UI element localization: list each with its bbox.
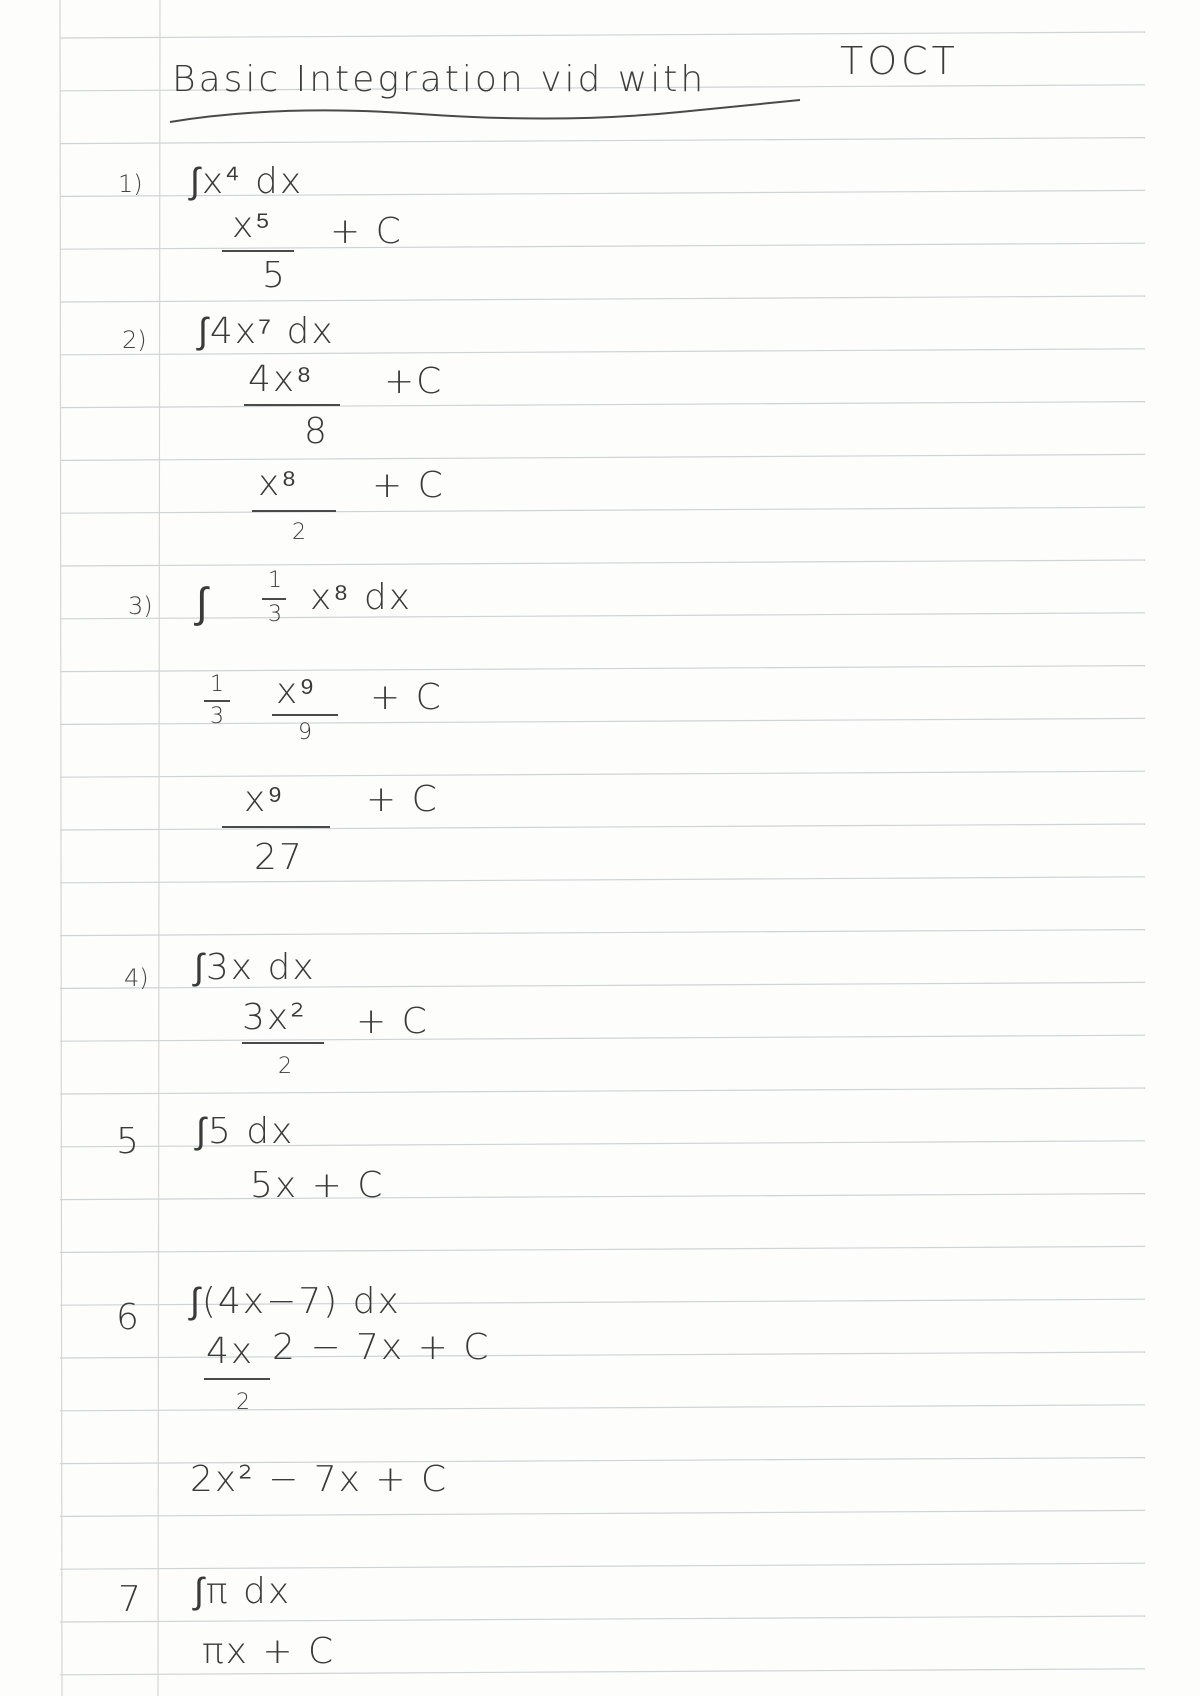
problem-5-step-1: 5x + C bbox=[250, 1165, 385, 1206]
problem-6-step-1-numerator: 4x bbox=[206, 1331, 255, 1372]
problem-3-number: 3) bbox=[128, 592, 153, 620]
ruled-line bbox=[60, 296, 1145, 302]
ruled-line bbox=[60, 1088, 1145, 1094]
problem-7-step-1: πx + C bbox=[202, 1631, 336, 1672]
problem-4-step-1-numerator: 3x² bbox=[242, 997, 307, 1038]
problem-3-step-2-denominator: 27 bbox=[254, 837, 304, 878]
problem-3-step-1-coef-bar bbox=[204, 700, 230, 702]
ruled-line bbox=[60, 1194, 1145, 1200]
problem-2-step-1-tail: +C bbox=[384, 361, 444, 402]
ruled-line bbox=[60, 243, 1145, 249]
problem-6-integral: ∫(4x−7) dx bbox=[190, 1281, 401, 1322]
problem-3-coef-bar bbox=[262, 598, 286, 600]
ruled-line bbox=[60, 1616, 1145, 1622]
problem-1-step-1-numerator: x⁵ bbox=[232, 205, 273, 246]
problem-2-step-1-denominator: 8 bbox=[304, 411, 329, 452]
ruled-line bbox=[60, 1563, 1145, 1569]
ruled-line bbox=[60, 1405, 1145, 1411]
problem-2-number: 2) bbox=[122, 326, 147, 354]
problem-3-step-2-numerator: x⁹ bbox=[244, 779, 285, 820]
problem-4-step-1-denominator: 2 bbox=[278, 1054, 292, 1079]
problem-3-step-1-fraction-bar bbox=[272, 714, 338, 716]
problem-6-number: 6 bbox=[116, 1297, 141, 1338]
problem-6-fraction-bar bbox=[204, 1378, 270, 1380]
problem-2-step-2-fraction-bar bbox=[252, 510, 336, 512]
problem-4-integral: ∫3x dx bbox=[194, 947, 316, 988]
ruled-line bbox=[60, 666, 1145, 672]
ruled-line bbox=[60, 613, 1145, 619]
problem-5-integral: ∫5 dx bbox=[196, 1111, 295, 1152]
margin-line bbox=[158, 0, 160, 1696]
problem-3-step-1-tail: + C bbox=[370, 677, 443, 718]
problem-2-step-1-fraction-bar bbox=[244, 404, 340, 406]
problem-3-integral-rest: x⁸ dx bbox=[310, 577, 413, 618]
ruled-line bbox=[60, 560, 1145, 566]
problem-3-step-1-denominator: 9 bbox=[298, 720, 312, 745]
problem-6-step-2: 2x² − 7x + C bbox=[190, 1459, 449, 1500]
problem-4-step-1-tail: + C bbox=[356, 1001, 429, 1042]
problem-1-fraction-bar bbox=[222, 250, 294, 252]
problem-4-number: 4) bbox=[124, 964, 149, 992]
problem-6-step-1-tail: 2 − 7x + C bbox=[272, 1327, 491, 1368]
ruled-line bbox=[60, 1035, 1145, 1041]
problem-3-step-1-coef-numerator: 1 bbox=[210, 672, 224, 697]
ruled-line bbox=[60, 454, 1145, 460]
problem-6-step-1-denominator: 2 bbox=[236, 1390, 250, 1415]
ruled-line bbox=[60, 1246, 1145, 1252]
title-underline bbox=[160, 92, 810, 132]
margin-line bbox=[60, 0, 62, 1696]
ruled-line bbox=[60, 930, 1145, 936]
problem-1-step-1-tail: + C bbox=[330, 211, 403, 252]
problem-7-integral: ∫π dx bbox=[194, 1571, 292, 1612]
problem-2-step-2-numerator: x⁸ bbox=[258, 463, 299, 504]
ruled-line bbox=[60, 138, 1145, 144]
ruled-line bbox=[60, 771, 1145, 777]
ruled-line bbox=[60, 1510, 1145, 1516]
problem-3-step-1-coef-denominator: 3 bbox=[210, 704, 224, 729]
problem-1-number: 1) bbox=[118, 170, 143, 198]
page-title-suffix: TOCT bbox=[840, 39, 959, 83]
ruled-line bbox=[60, 507, 1145, 513]
ruled-line bbox=[60, 402, 1145, 408]
problem-3-coef-denominator: 3 bbox=[268, 602, 282, 627]
problem-2-step-2-tail: + C bbox=[372, 465, 445, 506]
problem-5-number: 5 bbox=[116, 1121, 141, 1162]
problem-3-coef-numerator: 1 bbox=[268, 568, 282, 593]
ruled-line bbox=[60, 32, 1145, 38]
problem-2-step-2-denominator: 2 bbox=[292, 520, 306, 545]
problem-1-step-1-denominator: 5 bbox=[262, 255, 287, 296]
page-title: Basic Integration vid with bbox=[172, 59, 707, 100]
problem-7-number: 7 bbox=[118, 1579, 143, 1620]
ruled-line bbox=[60, 877, 1145, 883]
problem-2-step-1-numerator: 4x⁸ bbox=[248, 359, 314, 400]
problem-4-fraction-bar bbox=[242, 1042, 324, 1044]
problem-2-integral: ∫4x⁷ dx bbox=[198, 311, 335, 352]
problem-3-step-2-tail: + C bbox=[366, 779, 439, 820]
problem-3-step-2-fraction-bar bbox=[222, 826, 330, 828]
problem-3-integral-sign: ∫ bbox=[196, 578, 210, 627]
problem-3-step-1-numerator: x⁹ bbox=[276, 671, 317, 712]
problem-1-integral: ∫x⁴ dx bbox=[190, 161, 304, 202]
